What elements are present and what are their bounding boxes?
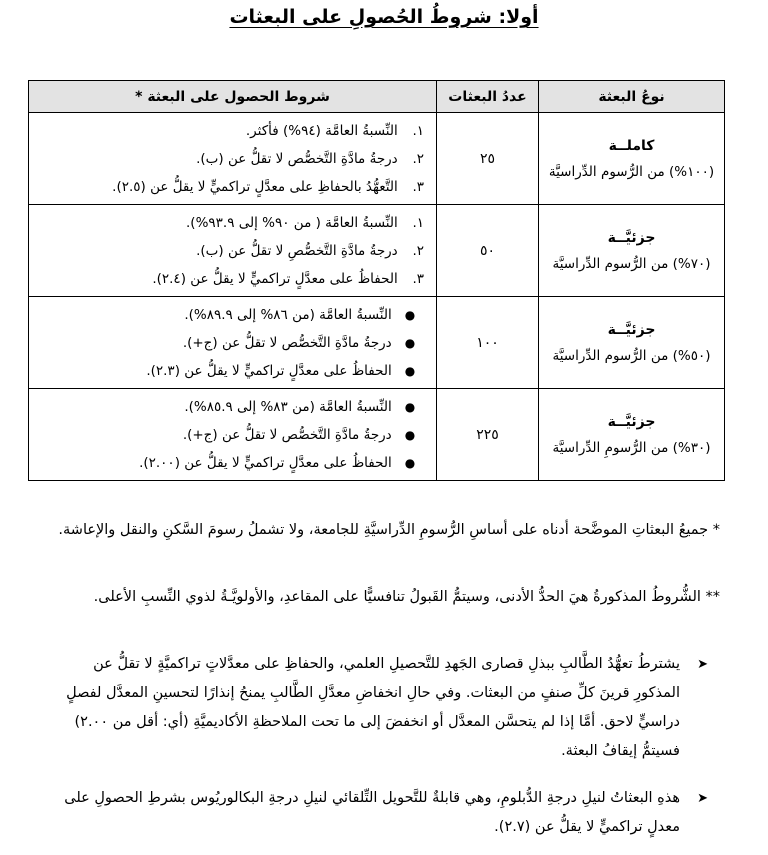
condition-text: النِّسبةُ العامَّة ( من ٩٠% إلى ٩٣.٩%). <box>186 214 398 231</box>
grant-type-cell <box>539 389 725 481</box>
header-conditions: شروط الحصول على البعثة * <box>29 81 437 113</box>
grant-type-desc: (١٠٠%) من الرُّسوم الدِّراسيَّة <box>548 163 715 180</box>
note-gpa-commitment <box>60 650 708 766</box>
table-row <box>29 205 725 297</box>
grant-type-desc: (٧٠%) من الرُّسوم الدِّراسيَّة <box>552 255 711 272</box>
condition-item <box>33 209 424 237</box>
page-title <box>0 6 768 28</box>
note-diploma-transfer-text: هذهِ البعثاتُ لنيلِ درجةِ الدُّبلومِ، وهي قابلةٌ للتَّحويل التِّلقائي لنيلِ درجةِ البكالوريُوس بشرطِ الحصولِ على معدلٍ تراكميٍّ لا يقلُّ عن (٢.٧). <box>64 790 680 835</box>
grant-type-desc: (٣٠%) من الرُّسومِ الدِّراسيَّة <box>552 439 711 456</box>
conditions-cell <box>29 297 437 389</box>
footnote-fees: * جميعُ البعثاتِ الموضَّحة أدناه على أساسِ الرُّسومِ الدِّراسيَّةِ للجامعة، ولا تشملُ رسومَ السَّكنِ والنقل والإعاشة. <box>58 522 720 538</box>
grant-type-cell <box>539 297 725 389</box>
condition-text: النِّسبةُ العامَّة (من ٨٦% إلى ٨٩.٩%). <box>184 306 392 323</box>
grant-type-name: جزئيَّــة <box>607 321 656 338</box>
conditions-cell <box>29 113 437 205</box>
condition-item <box>33 173 424 201</box>
arrowhead-right-icon: ➤ <box>697 657 708 672</box>
note-gpa-commitment-text: يشترطُ تعهُّدُ الطَّالبِ ببذلِ قصارى الجَهدِ للتَّحصيلِ العلمي، والحفاظِ على معدَّلاتٍ تراكميَّةٍ لا تقلُّ عن المذكورِ قرينَ كلِّ صنفٍ من البعثات. وفي حالِ انخفاضِ معدَّلِ الطَّالبِ يمنحُ إنذارًا لتحسينِ المعدَّل لفصلٍ دراسيٍّ لاحق. أمَّا إذا لم يتحسَّن المعدَّل أو انخفضَ إلى ما تحت الملاحظةِ الأكاديميَّةِ (أي: أقل من ٢.٠٠) فسيتمُّ إيقافُ البعثة. <box>66 656 680 759</box>
conditions-cell <box>29 205 437 297</box>
condition-text: الحفاظُ على معدَّلٍ تراكميٍّ لا يقلُّ عن (٢.٤). <box>152 270 398 287</box>
header-grant-count: عددُ البعثات <box>437 81 539 113</box>
grant-type-name: كاملــة <box>608 137 655 154</box>
list-number: ٣. <box>412 270 424 287</box>
scholarship-conditions-table <box>28 80 725 481</box>
grant-type-name: جزئيَّــة <box>607 229 656 246</box>
condition-item <box>33 357 424 385</box>
bullet-icon: ● <box>404 363 416 378</box>
condition-text: التَّعهُّدُ بالحفاظِ على معدَّلٍ تراكميٍّ لا يقلُّ عن (٢.٥). <box>112 178 398 195</box>
grant-type-name: جزئيَّــة <box>607 413 656 430</box>
condition-item <box>33 393 424 421</box>
table-row <box>29 297 725 389</box>
table-header-row <box>29 81 725 113</box>
grant-count: ٢٢٥ <box>437 389 539 481</box>
condition-item <box>33 145 424 173</box>
condition-text: درجةُ مادَّةِ التَّخصُّص لا تقلُّ عن (ج+). <box>182 334 392 351</box>
grant-type-cell <box>539 205 725 297</box>
page-title-text: أولا: شروطُ الحُصولِ على البعثات <box>229 6 539 28</box>
condition-text: النِّسبةُ العامَّة (٩٤%) فأكثر. <box>245 122 398 139</box>
condition-text: الحفاظُ على معدَّلٍ تراكميٍّ لا يقلُّ عن (٢.٠٠). <box>139 454 392 471</box>
arrowhead-right-icon: ➤ <box>697 791 708 806</box>
list-number: ٢. <box>412 150 424 167</box>
condition-text: درجةُ مادَّةِ التَّخصُّص لا تقلُّ عن (ب). <box>196 150 398 167</box>
bullet-icon: ● <box>404 427 416 442</box>
list-number: ٢. <box>412 242 424 259</box>
condition-item <box>33 117 424 145</box>
note-diploma-transfer <box>60 784 708 842</box>
condition-item <box>33 265 424 293</box>
list-number: ١. <box>412 214 424 231</box>
bullet-icon: ● <box>404 455 416 470</box>
footnote-minimum-conditions: ** الشُّروطُ المذكورةُ هيَ الحدُّ الأدنى، وسيتمُّ القَبولُ تنافسيًّا على المقاعدِ، والأولويَّـةُ لذوي النِّسبِ الأعلى. <box>93 589 720 605</box>
list-number: ٣. <box>412 178 424 195</box>
grant-type-cell <box>539 113 725 205</box>
condition-text: درجةُ مادَّةِ التَّخصُّص لا تقلُّ عن (ج+). <box>182 426 392 443</box>
condition-item <box>33 449 424 477</box>
bullet-icon: ● <box>404 335 416 350</box>
grant-type-desc: (٥٠%) من الرُّسوم الدِّراسيَّة <box>552 347 711 364</box>
condition-text: الحفاظُ على معدَّلٍ تراكميٍّ لا يقلُّ عن (٢.٣). <box>146 362 392 379</box>
bullet-icon: ● <box>404 399 416 414</box>
grant-count: ١٠٠ <box>437 297 539 389</box>
condition-item <box>33 237 424 265</box>
table-row <box>29 113 725 205</box>
condition-item <box>33 301 424 329</box>
condition-text: درجةُ مادَّةِ التَّخصُّصِ لا تقلُّ عن (ب). <box>196 242 398 259</box>
list-number: ١. <box>412 122 424 139</box>
bullet-icon: ● <box>404 307 416 322</box>
table-row <box>29 389 725 481</box>
condition-item <box>33 421 424 449</box>
grant-count: ٢٥ <box>437 113 539 205</box>
condition-text: النِّسبةُ العامَّة (من ٨٣% إلى ٨٥.٩%). <box>184 398 392 415</box>
conditions-cell <box>29 389 437 481</box>
header-grant-type: نوعُ البعثة <box>539 81 725 113</box>
grant-count: ٥٠ <box>437 205 539 297</box>
condition-item <box>33 329 424 357</box>
